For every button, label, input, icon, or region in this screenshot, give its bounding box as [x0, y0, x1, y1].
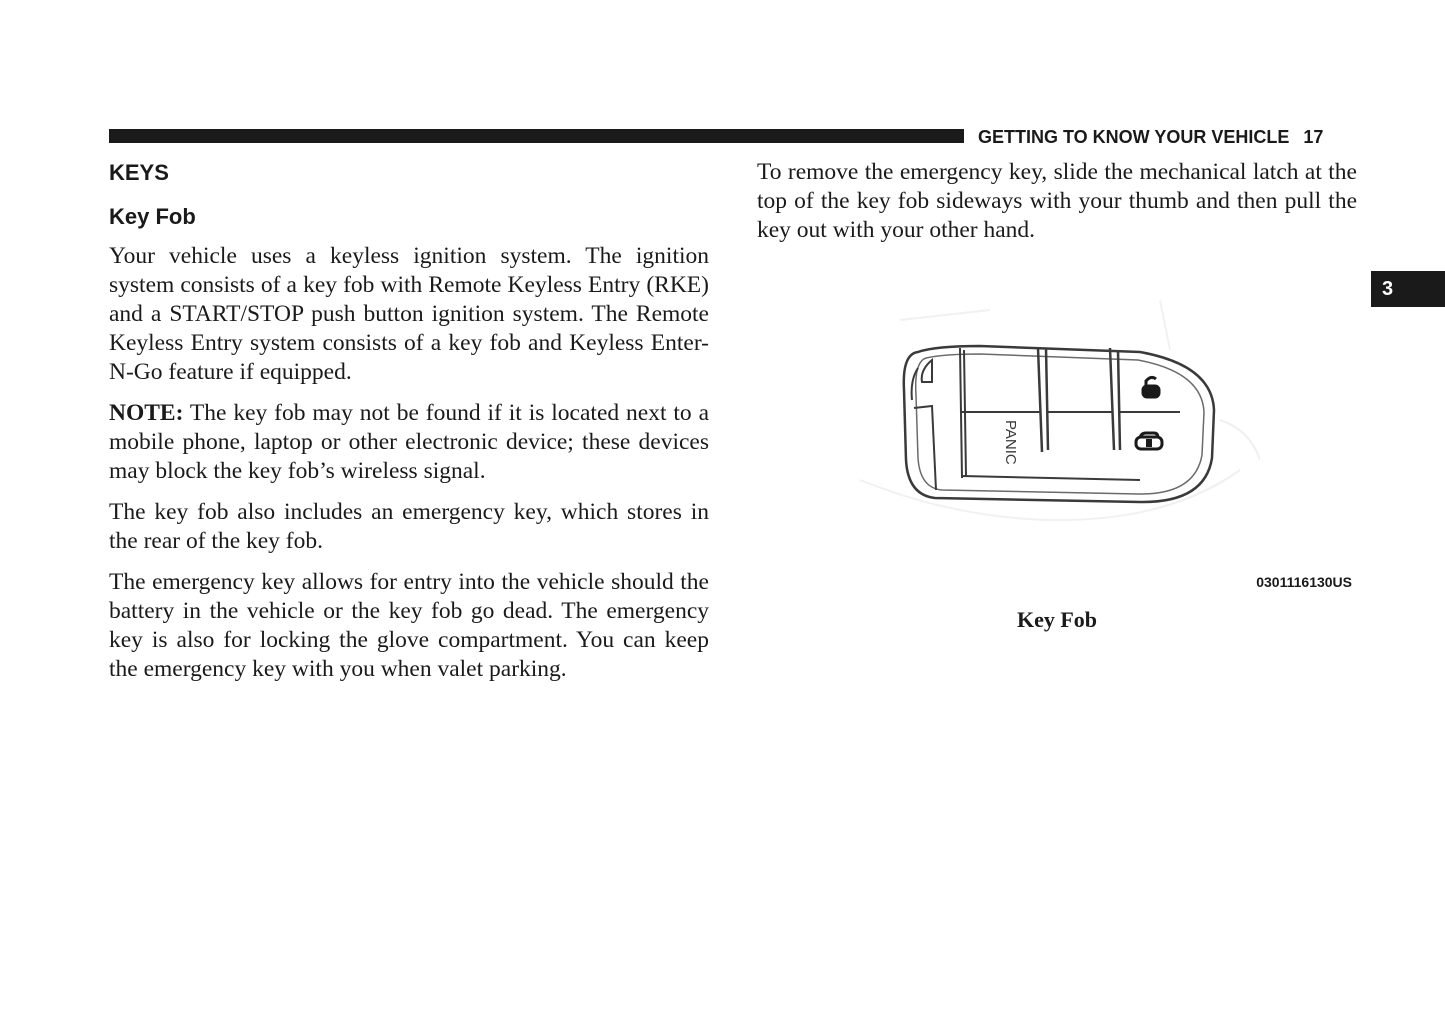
figure-caption: Key Fob: [1016, 607, 1098, 632]
figure-id: 0301116130US: [1256, 574, 1352, 590]
running-header: [978, 126, 1323, 148]
note-paragraph: [109, 399, 709, 486]
section-title: GETTING TO KNOW YOUR VEHICLE: [978, 127, 1290, 147]
left-column: [109, 158, 709, 684]
body-paragraph: To remove the emergency key, slide the mechanical latch at the top of the key fob sideways with your thumb and then pull the key out with your other hand.: [757, 159, 1357, 243]
body-paragraph: The key fob also includes an emergency key, which stores in the rear of the key fob.: [109, 499, 709, 554]
section-heading: KEYS: [109, 160, 169, 185]
header-rule: [109, 129, 964, 143]
body-paragraph: Your vehicle uses a keyless ignition system. The ignition system consists of a key fob with Remote Keyless Entry (RKE) and a START/STOP push button ignition system. The Remote Keyless Entry system consists of a key fob and Keyless Enter-N-Go feature if equipped.: [109, 243, 709, 385]
chapter-tab: 3: [1371, 271, 1445, 307]
panic-label: PANIC: [1002, 420, 1019, 465]
note-text: The key fob may not be found if it is located next to a mobile phone, laptop or other electronic device; these devices may block the key fob’s wireless signal.: [109, 400, 709, 484]
note-label: NOTE:: [109, 400, 184, 426]
page-number: 17: [1303, 127, 1324, 147]
subsection-heading: Key Fob: [109, 204, 196, 229]
key-fob-illustration: [840, 290, 1260, 550]
right-column: [757, 158, 1357, 245]
body-paragraph: The emergency key allows for entry into the vehicle should the battery in the vehicle or the key fob go dead. The emergency key is also for locking the glove compartment. You can keep the emergency key with you when valet parking.: [109, 569, 709, 682]
